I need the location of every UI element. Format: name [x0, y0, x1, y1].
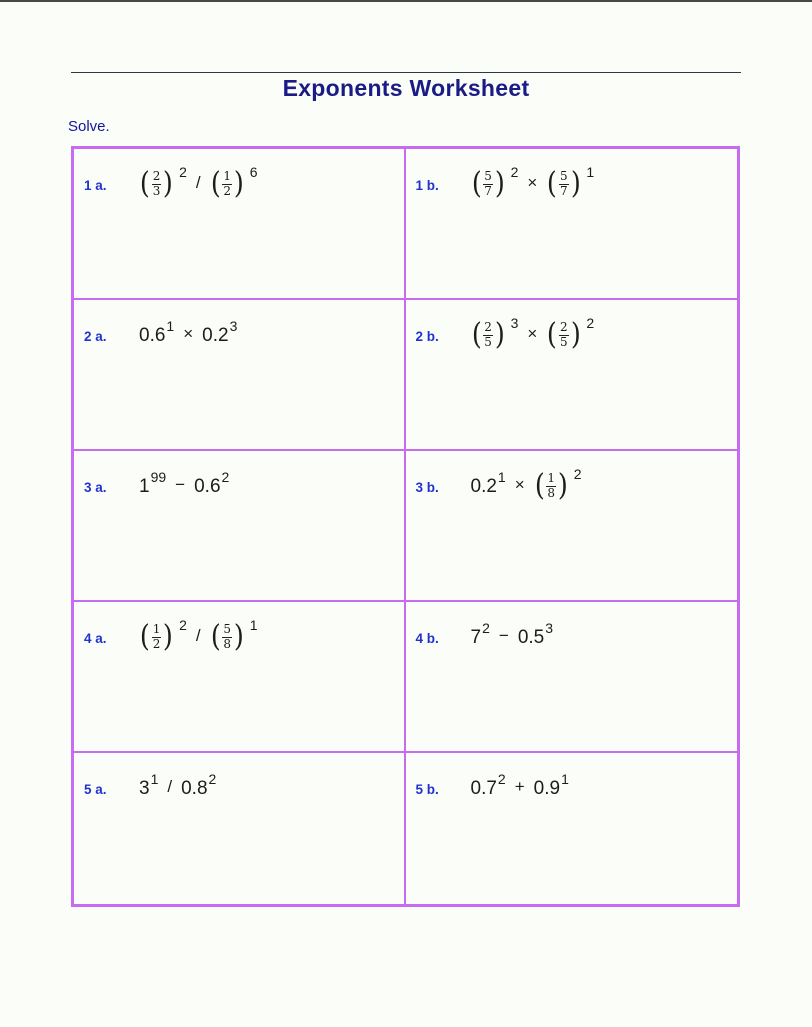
fraction-denominator: 7: [484, 183, 492, 198]
fraction-power-term: [139, 617, 187, 654]
fraction-power-term: [210, 617, 258, 654]
problem-label: 2 b.: [415, 328, 439, 344]
exponent: 99: [150, 468, 167, 485]
problem-expression: [470, 619, 554, 650]
exponent: 1: [249, 617, 258, 633]
fraction-denominator: 2: [152, 636, 161, 651]
fraction-denominator: 7: [560, 183, 568, 198]
open-paren: (: [139, 619, 150, 654]
problem-row: [416, 315, 734, 357]
fraction-numerator: 2: [484, 319, 492, 334]
problem-label: 1 b.: [415, 177, 439, 193]
close-paren: ): [163, 619, 174, 654]
fraction: [483, 170, 493, 199]
problem-expression: [139, 770, 217, 801]
fraction-numerator: 5: [223, 621, 231, 636]
exponent: 2: [208, 770, 217, 787]
problem-row: [416, 466, 734, 508]
exponent: 2: [221, 468, 230, 485]
problem-row: [84, 164, 400, 206]
problem-cell: [406, 753, 738, 904]
problem-expression: [471, 315, 595, 352]
problem-row: [416, 768, 734, 810]
problem-row: [84, 466, 400, 508]
fraction: [152, 623, 162, 652]
fraction: [546, 472, 556, 501]
exponent: 1: [150, 770, 159, 787]
fraction-power-term: [546, 315, 595, 352]
problem-expression: [139, 317, 238, 348]
problem-label: 5 a.: [84, 781, 107, 797]
problems-table: [71, 146, 740, 907]
fraction-power-term: [546, 164, 595, 201]
fraction-power-term: [471, 315, 519, 352]
operator: ×: [527, 173, 538, 192]
open-paren: (: [210, 619, 221, 654]
exponent: 2: [482, 619, 490, 636]
problem-row: [416, 617, 734, 659]
operator: ×: [514, 475, 525, 494]
power-term: [470, 468, 506, 499]
title-rule: [71, 72, 741, 73]
power-term: [470, 619, 490, 650]
fraction-power-term: [471, 164, 519, 201]
fraction-power-term: [534, 466, 582, 503]
base-number: 3: [139, 777, 150, 799]
exponent: 2: [573, 466, 582, 482]
base-number: 0.2: [470, 475, 497, 497]
problem-label: 1 a.: [84, 177, 107, 193]
problem-expression: [470, 466, 582, 503]
power-term: [202, 317, 238, 348]
fraction-denominator: 8: [223, 636, 231, 651]
open-paren: (: [534, 468, 545, 503]
problem-cell: [74, 300, 406, 451]
fraction-denominator: 3: [152, 183, 161, 198]
fraction-numerator: 1: [223, 168, 231, 183]
exponent: 3: [229, 317, 238, 334]
fraction-numerator: 2: [152, 168, 161, 183]
fraction: [483, 321, 493, 350]
exponent: 6: [249, 164, 258, 180]
fraction-numerator: 1: [547, 470, 556, 485]
fraction-denominator: 8: [547, 485, 556, 500]
operator: /: [195, 173, 201, 192]
open-paren: (: [471, 166, 482, 201]
close-paren: ): [494, 166, 505, 201]
base-number: 0.6: [194, 475, 221, 497]
power-term: [139, 468, 167, 499]
fraction: [559, 321, 569, 350]
problem-expression: [470, 770, 569, 801]
problem-label: 5 b.: [415, 781, 439, 797]
fraction-power-term: [210, 164, 258, 201]
operator: /: [167, 776, 173, 796]
problem-cell: [74, 149, 406, 300]
power-term: [533, 770, 569, 801]
exponent: 2: [586, 315, 595, 331]
fraction-numerator: 5: [484, 168, 492, 183]
close-paren: ): [494, 317, 505, 352]
fraction: [222, 623, 232, 652]
fraction-numerator: 2: [560, 319, 568, 334]
fraction-denominator: 2: [223, 183, 231, 198]
close-paren: ): [233, 619, 244, 654]
problem-row: [416, 164, 734, 206]
operator: ×: [183, 323, 194, 343]
operator: /: [195, 626, 201, 645]
power-term: [470, 770, 506, 801]
base-number: 0.9: [533, 777, 561, 799]
operator: +: [514, 776, 525, 796]
problem-label: 4 b.: [415, 630, 439, 646]
fraction-denominator: 5: [484, 334, 492, 349]
fraction: [152, 170, 162, 199]
top-border-bar: [0, 0, 812, 2]
exponent: 2: [179, 617, 187, 633]
exponent: 2: [179, 164, 187, 180]
operator: −: [498, 625, 509, 645]
close-paren: ): [570, 317, 581, 352]
close-paren: ): [557, 468, 568, 503]
exponent: 1: [561, 770, 569, 787]
exponent: 1: [586, 164, 595, 180]
base-number: 0.7: [470, 777, 497, 799]
operator: ×: [527, 324, 538, 343]
fraction: [559, 170, 569, 199]
problem-cell: [406, 602, 738, 753]
problem-expression: [139, 164, 258, 201]
problem-cell: [74, 602, 406, 753]
open-paren: (: [139, 166, 150, 201]
close-paren: ): [233, 166, 244, 201]
problem-cell: [406, 451, 738, 602]
open-paren: (: [210, 166, 221, 201]
base-number: 0.2: [202, 324, 229, 346]
problem-cell: [74, 451, 406, 602]
power-term: [181, 770, 217, 801]
exponent: 1: [497, 468, 506, 485]
open-paren: (: [547, 317, 558, 352]
fraction-numerator: 1: [152, 621, 161, 636]
close-paren: ): [163, 166, 174, 201]
base-number: 0.5: [517, 626, 545, 648]
fraction: [222, 170, 232, 199]
fraction-denominator: 5: [560, 334, 568, 349]
base-number: 0.6: [139, 324, 166, 346]
power-term: [517, 619, 554, 650]
power-term: [139, 317, 175, 348]
problem-cell: [74, 753, 406, 904]
open-paren: (: [547, 166, 558, 201]
exponent: 2: [497, 770, 506, 787]
close-paren: ): [570, 166, 581, 201]
open-paren: (: [471, 317, 482, 352]
problem-expression: [139, 617, 258, 654]
problem-expression: [471, 164, 595, 201]
problem-row: [84, 617, 400, 659]
base-number: 0.8: [181, 777, 208, 799]
fraction-power-term: [139, 164, 187, 201]
problem-label: 3 b.: [415, 479, 439, 495]
problem-label: 4 a.: [84, 630, 107, 646]
problem-label: 3 a.: [84, 479, 107, 495]
base-number: 7: [470, 626, 482, 648]
problem-cell: [406, 149, 738, 300]
problem-row: [84, 768, 400, 810]
instruction-text: Solve.: [68, 118, 110, 135]
exponent: 3: [510, 315, 519, 331]
problem-expression: [139, 468, 230, 499]
worksheet-page: [0, 72, 812, 907]
power-term: [194, 468, 230, 499]
problem-cell: [406, 300, 738, 451]
fraction-numerator: 5: [560, 168, 568, 183]
page-title: Exponents Worksheet: [282, 75, 530, 101]
base-number: 1: [139, 475, 150, 497]
exponent: 2: [510, 164, 519, 180]
problem-label: 2 a.: [84, 328, 107, 344]
exponent: 3: [545, 619, 554, 636]
power-term: [139, 770, 159, 801]
problem-row: [84, 315, 400, 357]
exponent: 1: [166, 317, 175, 334]
operator: −: [175, 474, 186, 494]
